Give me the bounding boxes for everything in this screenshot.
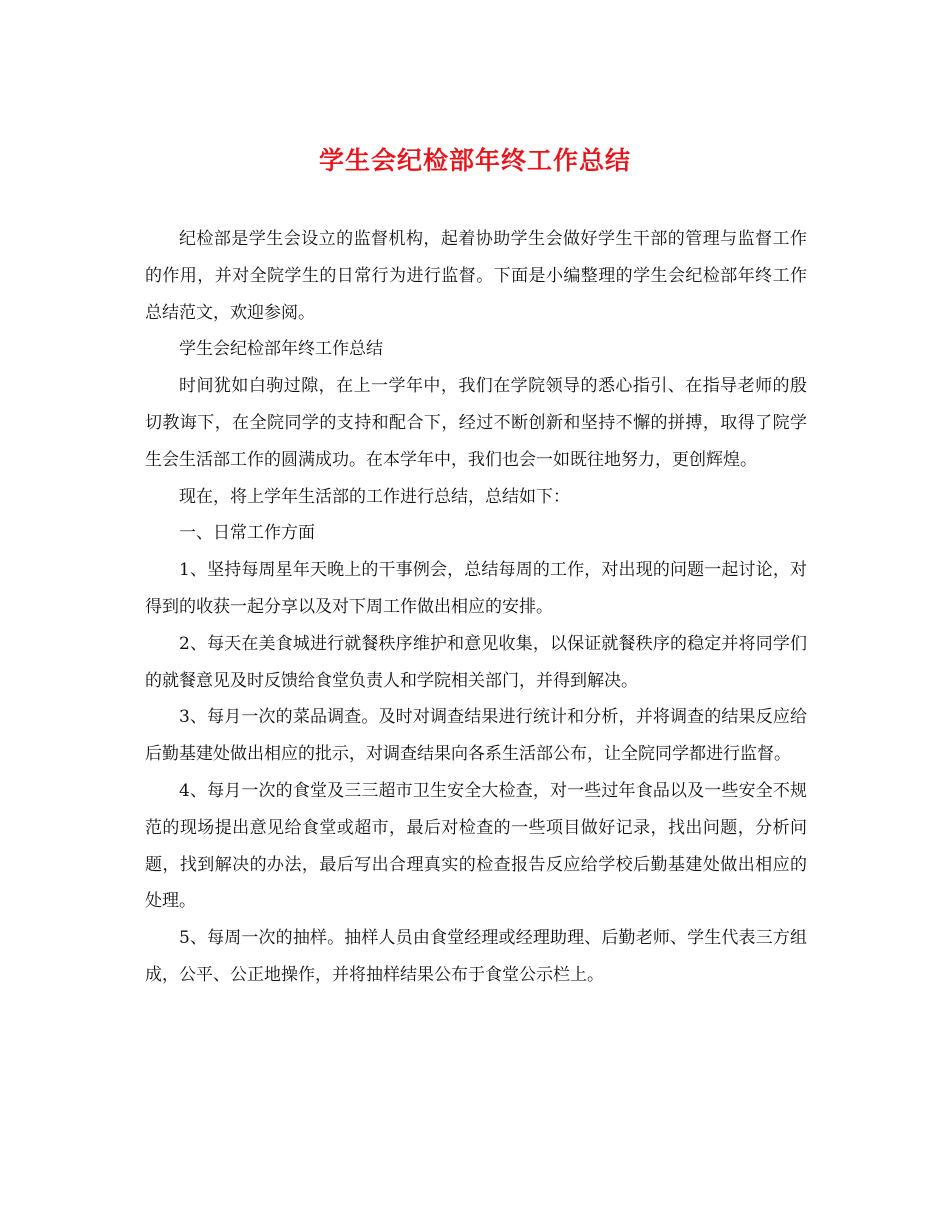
paragraph-subtitle: 学生会纪检部年终工作总结	[179, 339, 383, 360]
section-heading-daily-work: 一、日常工作方面	[179, 523, 315, 544]
paragraph-intro: 纪检部是学生会设立的监督机构，起着协助学生会做好学生干部的管理与监督工作的作用，并对全院学生的日常行为进行监督。下面是小编整理的学生会纪检部年终工作总结范文，欢迎参阅。	[145, 229, 807, 323]
paragraph-opening: 时间犹如白驹过隙，在上一学年中，我们在学院领导的悉心指引、在指导老师的殷切教诲下，在全院同学的支持和配合下，经过不断创新和坚持不懈的拼搏，取得了院学生会生活部工作的圆满成功。在本学年中，我们也会一如既往地努力，更创辉煌。	[145, 376, 807, 470]
list-item-3: 3、每月一次的菜品调查。及时对调查结果进行统计和分析，并将调查的结果反应给后勤基建处做出相应的批示，对调查结果向各系生活部公布，让全院同学都进行监督。	[145, 707, 807, 765]
document-title: 学生会纪检部年终工作总结	[318, 146, 631, 175]
paragraph-summary-lead: 现在，将上学年生活部的工作进行总结，总结如下：	[179, 486, 570, 507]
list-item-5: 5、每周一次的抽样。抽样人员由食堂经理或经理助理、后勤老师、学生代表三方组成，公平、公正地操作，并将抽样结果公布于食堂公示栏上。	[145, 928, 807, 985]
list-item-2: 2、每天在美食城进行就餐秩序维护和意见收集，以保证就餐秩序的稳定并将同学们的就餐意见及时反馈给食堂负责人和学院相关部门，并得到解决。	[145, 633, 807, 691]
list-item-4: 4、每月一次的食堂及三三超市卫生安全大检查，对一些过年食品以及一些安全不规范的现场提出意见给食堂或超市，最后对检查的一些项目做好记录，找出问题，分析问题，找到解决的办法，最后写出合理真实的检查报告反应给学校后勤基建处做出相应的处理。	[145, 780, 807, 912]
document-body	[145, 221, 807, 994]
list-item-1: 1、坚持每周星年天晚上的干事例会，总结每周的工作，对出现的问题一起讨论，对得到的收获一起分享以及对下周工作做出相应的安排。	[145, 560, 807, 617]
